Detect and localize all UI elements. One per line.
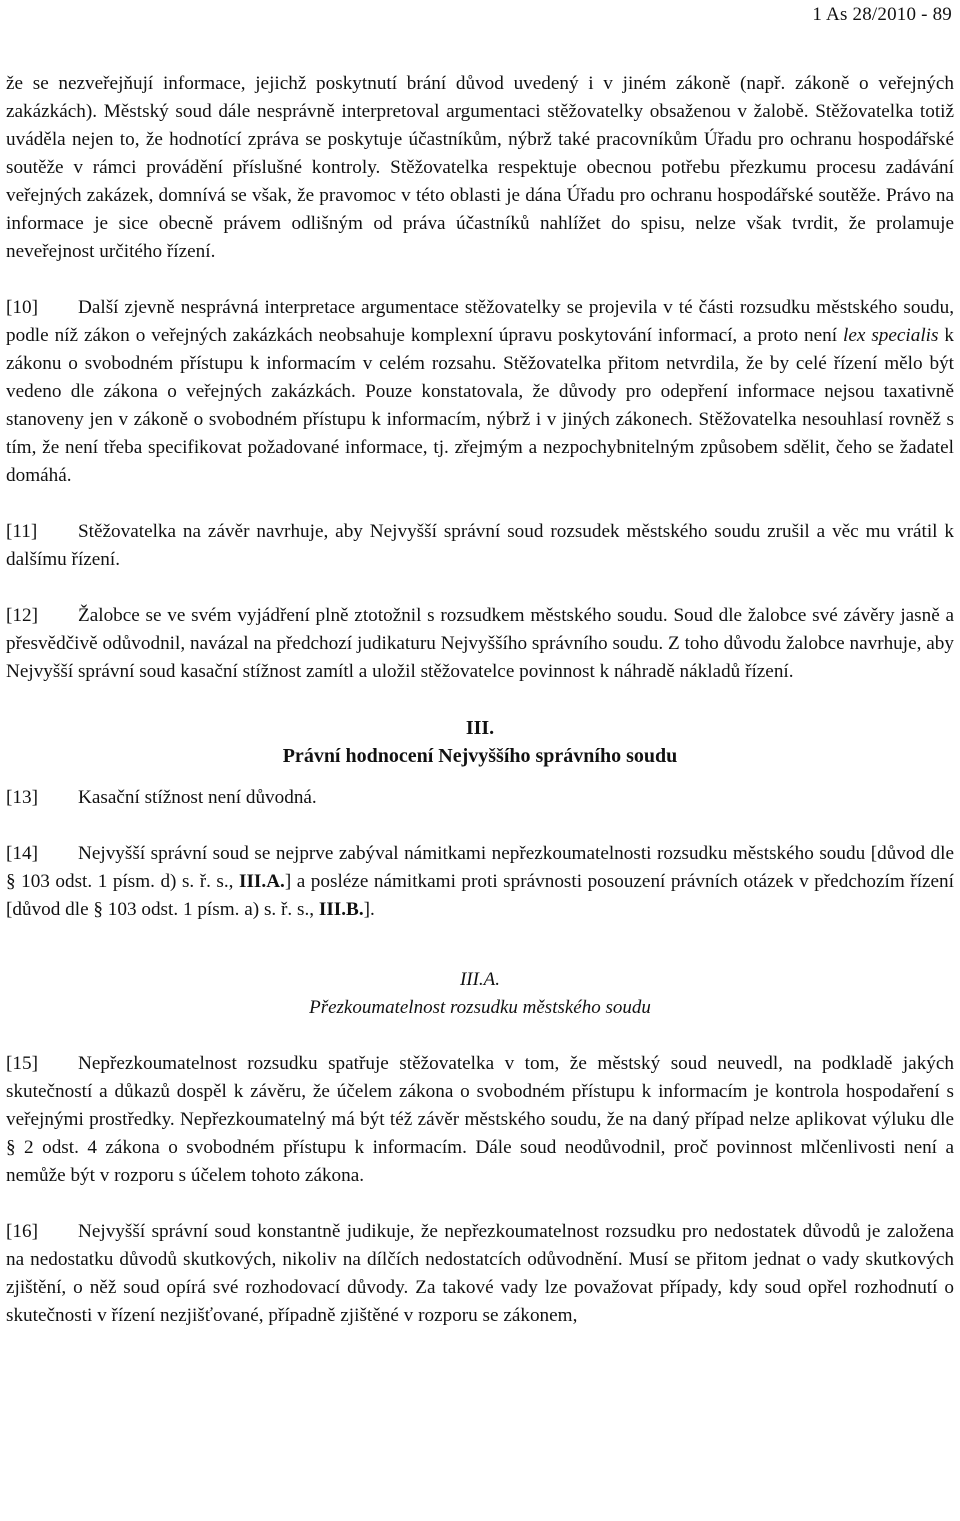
paragraph-number: [15] [6, 1053, 38, 1074]
section-iii-heading [6, 714, 954, 770]
paragraph-number: [10] [6, 297, 38, 318]
paragraph-italic-term: lex specialis [843, 325, 939, 346]
section-iiia-heading [6, 966, 954, 1022]
paragraph-number: [11] [6, 521, 38, 542]
paragraph-13 [6, 784, 954, 812]
subsection-title: Přezkoumatelnost rozsudku městského soudu [309, 997, 651, 1018]
section-title: Právní hodnocení Nejvyššího správního soudu [282, 745, 678, 767]
paragraph-text: Nejvyšší správní soud se nejprve zabýval námitkami nepřezkoumatelnosti rozsudku městského soudu [důvod dle § 103 odst. 1 písm. d) s. ř. s., [6, 843, 954, 892]
paragraph-number: [13] [6, 787, 38, 808]
paragraph-text: Další zjevně nesprávná interpretace argumentace stěžovatelky se projevila v té části rozsudku městského soudu, podle níž zákon o veřejných zakázkách neobsahuje komplexní úpravu poskytování informací, a proto není [6, 297, 954, 346]
paragraph-text: ] a posléze námitkami proti správnosti posouzení právních otázek v předchozím řízení [důvod dle § 103 odst. 1 písm. a) s. ř. s., [6, 871, 954, 920]
paragraph-16 [6, 1218, 954, 1330]
paragraph-bold-ref: III.A. [239, 871, 285, 892]
paragraph-text: Kasační stížnost není důvodná. [78, 787, 317, 808]
paragraph-bold-ref: III.B. [318, 899, 364, 920]
paragraph-number: [16] [6, 1221, 38, 1242]
paragraph-12 [6, 602, 954, 686]
paragraph-intro: že se nezveřejňují informace, jejichž poskytnutí brání důvod uvedený i v jiném zákoně (např. zákoně o veřejných zakázkách). Městský soud dále nesprávně interpretoval argumentaci stěžovatelky obsaženou v žalobě. Stěžovatelka totiž uváděla nejen to, že hodnotící zpráva se poskytuje účastníkům, nýbrž také pracovníkům Úřadu pro ochranu hospodářské soutěže v rámci provádění příslušné kontroly. Stěžovatelka respektuje obecnou potřebu přezkumu procesu zadávání veřejných zakázek, domnívá se však, že pravomoc v této oblasti je dána Úřadu pro ochranu hospodářské soutěže. Právo na informace je sice obecně právem odlišným od práva účastníků nahlížet do spisu, nelze však tvrdit, že prolamuje neveřejnost určitého řízení. [6, 73, 954, 262]
paragraph-text: Žalobce se ve svém vyjádření plně ztotožnil s rozsudkem městského soudu. Soud dle žalobce své závěry jasně a přesvědčivě odůvodnil, navázal na předchozí judikaturu Nejvyššího správního soudu. Z toho důvodu žalobce navrhuje, aby Nejvyšší správní soud kasační stížnost zamítl a uložil stěžovatelce povinnost k náhradě nákladů řízení. [6, 605, 954, 682]
paragraph-text: Nepřezkoumatelnost rozsudku spatřuje stěžovatelka v tom, že městský soud neuvedl, na podkladě jakých skutečností a důkazů dospěl k závěru, že účelem zákona o svobodném přístupu k informacím je kontrola hospodaření s veřejnými prostředky. Nepřezkoumatelný má být též závěr městského soudu, že na daný případ nelze aplikovat výluku dle § 2 odst. 4 zákona o svobodném přístupu k informacím. Dále soud neodůvodnil, proč povinnost mlčenlivosti není a nemůže být v rozporu s účelem tohoto zákona. [6, 1053, 954, 1186]
paragraph-text: Nejvyšší správní soud konstantně judikuje, že nepřezkoumatelnost rozsudku pro nedostatek důvodů je založena na nedostatku důvodů skutkových, nikoliv na dílčích nedostatcích odůvodnění. Musí se přitom jednat o vady skutkových zjištění, o něž soud opírá své rozhodovací důvody. Za takové vady lze považovat případy, kdy soud opřel rozhodnutí o skutečnosti v řízení nezjišťované, případně zjištěné v rozporu se zákonem, [6, 1221, 954, 1326]
paragraph-14 [6, 840, 954, 924]
paragraph-text: ]. [363, 899, 375, 920]
case-number-header: 1 As 28/2010 - 89 [812, 4, 952, 25]
paragraph-text: k zákonu o svobodném přístupu k informacím v celém rozsahu. Stěžovatelka přitom netvrdila, že by celé řízení mělo být vedeno dle zákona o veřejných zakázkách. Pouze konstatovala, že důvody pro odepření informace nejsou taxativně stanoveny jen v zákoně o svobodném přístupu k informacím, nýbrž i v jiných zákonech. Stěžovatelka nesouhlasí rovněž s tím, že není třeba specifikovat požadované informace, tj. zřejmým a nezpochybnitelným způsobem sdělit, čeho se žadatel domáhá. [6, 325, 955, 486]
paragraph-text: Stěžovatelka na závěr navrhuje, aby Nejvyšší správní soud rozsudek městského soudu zrušil a věc mu vrátil k dalšímu řízení. [6, 521, 954, 570]
paragraph-10 [6, 294, 954, 490]
paragraph-11 [6, 518, 954, 574]
paragraph-number: [14] [6, 843, 38, 864]
subsection-numeral: III.A. [459, 969, 501, 990]
document-body [6, 70, 954, 1330]
section-numeral: III. [465, 717, 495, 739]
paragraph-number: [12] [6, 605, 38, 626]
paragraph-15 [6, 1050, 954, 1190]
